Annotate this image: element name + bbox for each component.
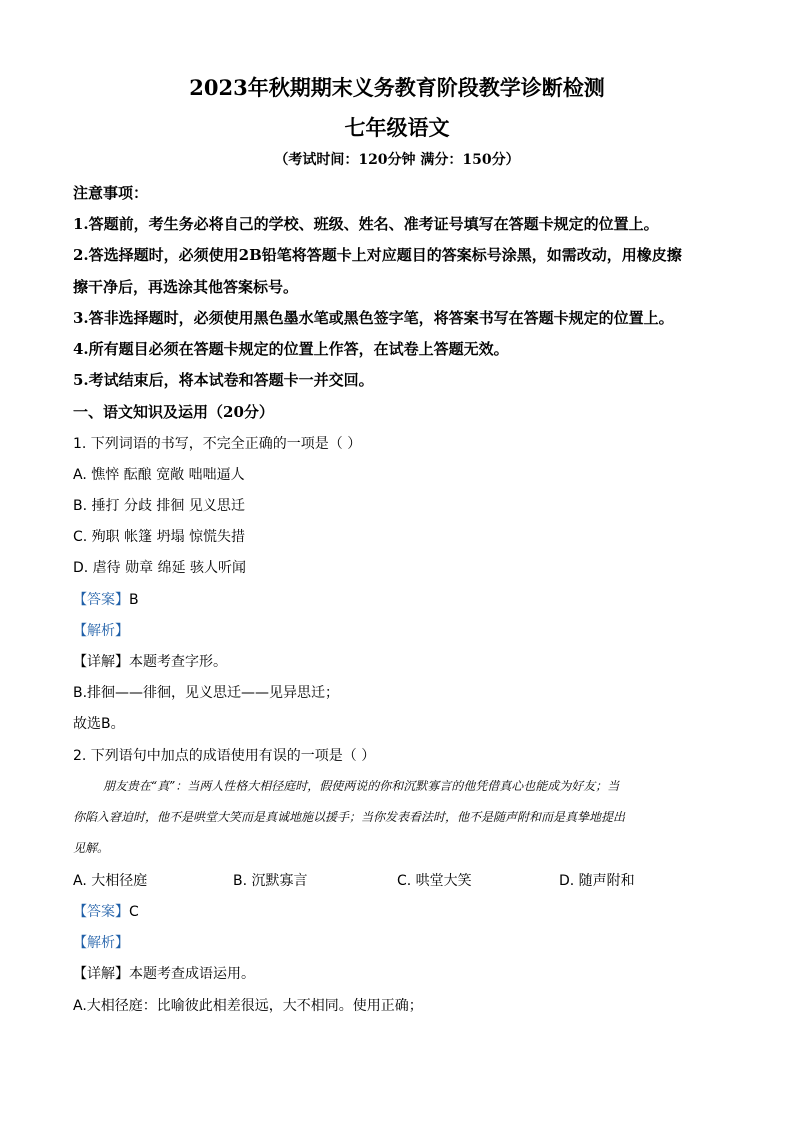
q2-explain: A.大相径庭：比喻彼此相差很远，大不相同。使用正确； <box>73 998 423 1014</box>
q2-option-c: C. 哄堂大笑 <box>397 873 472 889</box>
exam-time-info: （考试时间：120分钟 满分：150分） <box>274 152 520 168</box>
q1-explain: B.排徊——徘徊，见义思迁——见异思迁； <box>73 685 340 701</box>
q1-option-a: A. 憔悴 酝酿 宽敞 咄咄逼人 <box>73 467 245 483</box>
note-3: 3.答非选择题时，必须使用黑色墨水笔或黑色签字笔，将答案书写在答题卡规定的位置上。 <box>73 309 674 327</box>
q2-answer <box>73 901 139 921</box>
q2-passage-line-2: 你陷入窘迫时，他不是哄堂大笑而是真诚地施以援手；当你发表看法时，他不是随声附和而是真挚地提出 <box>73 810 626 824</box>
q2-detail: 【详解】本题考查成语运用。 <box>73 966 255 982</box>
answer-tag: 【答案】 <box>73 904 129 920</box>
answer-tag: 【答案】 <box>73 592 129 608</box>
q1-analysis-tag: 【解析】 <box>73 623 129 639</box>
q2-option-a: A. 大相径庭 <box>73 873 148 889</box>
q2-answer-value: C <box>129 904 139 920</box>
q1-answer-value: B <box>129 592 139 608</box>
q2-passage-line-1: 朋友贵在“真”：当两人性格大相径庭时，假使两说的你和沉默寡言的他凭借真心也能成为好友；当 <box>103 779 620 793</box>
page-subtitle: 七年级语文 <box>344 115 450 140</box>
note-4: 4.所有题目必须在答题卡规定的位置上作答，在试卷上答题无效。 <box>73 340 509 358</box>
q2-analysis-tag: 【解析】 <box>73 935 129 951</box>
q2-stem: 2. 下列语句中加点的成语使用有误的一项是（ ） <box>73 748 376 764</box>
q1-option-b: B. 捶打 分歧 排徊 见义思迁 <box>73 498 245 514</box>
q2-option-d: D. 随声附和 <box>559 873 635 889</box>
note-1: 1.答题前，考生务必将自己的学校、班级、姓名、准考证号填写在答题卡规定的位置上。 <box>73 215 659 233</box>
q1-detail: 【详解】本题考查字形。 <box>73 654 227 670</box>
note-2-line-2: 擦干净后，再选涂其他答案标号。 <box>73 278 299 296</box>
q2-passage-line-3: 见解。 <box>73 841 110 855</box>
note-5: 5.考试结束后，将本试卷和答题卡一并交回。 <box>73 371 374 389</box>
q2-option-b: B. 沉默寡言 <box>233 873 308 889</box>
detail-tag: 【详解】 <box>73 966 129 982</box>
q1-conclusion: 故选B。 <box>73 716 125 732</box>
q1-option-c: C. 殉职 帐篷 坍塌 惊慌失措 <box>73 529 246 545</box>
notes-heading: 注意事项： <box>73 184 149 202</box>
note-2-line-1: 2.答选择题时，必须使用2B铅笔将答题卡上对应题目的答案标号涂黑，如需改动，用橡皮擦 <box>73 246 682 264</box>
q1-option-d: D. 虐待 勋章 绵延 骇人听闻 <box>73 560 247 576</box>
section-1-heading: 一、语文知识及运用（20分） <box>73 403 274 421</box>
detail-tag: 【详解】 <box>73 654 129 670</box>
page-title: 2023年秋期期末义务教育阶段教学诊断检测 <box>189 75 605 100</box>
q1-answer <box>73 589 139 609</box>
q1-stem: 1. 下列词语的书写，不完全正确的一项是（ ） <box>73 436 362 452</box>
